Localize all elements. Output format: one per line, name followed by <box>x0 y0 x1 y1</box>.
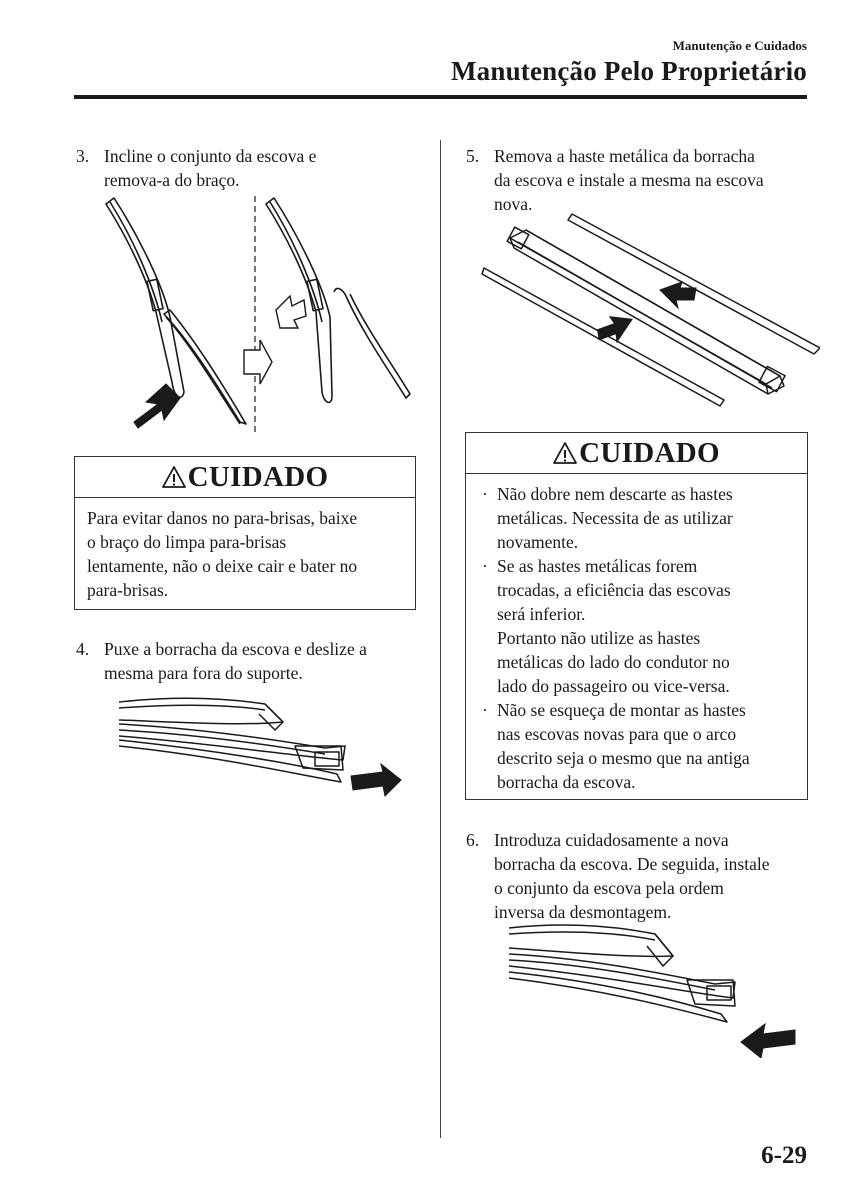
caution-title: CUIDADO <box>187 460 329 493</box>
step-number: 3. <box>76 146 90 166</box>
wiper-tilt-illustration <box>100 192 420 437</box>
rubber-pull-illustration <box>115 690 415 805</box>
caution-box-left <box>74 456 416 610</box>
caution-title: CUIDADO <box>579 436 720 469</box>
caution-bullet-3: · Não se esqueça de montar as hastes nas escovas novas para que o arco descrito seja o mesmo que na antiga borracha da escova. <box>482 700 750 792</box>
metal-strip-illustration <box>480 208 820 413</box>
warning-triangle-icon <box>162 465 186 489</box>
caution-header <box>75 457 415 498</box>
section-name: Manutenção e Cuidados <box>672 38 807 53</box>
caution-bullet-1: · Não dobre nem descarte as hastes metálicas. Necessita de as utilizar novamente. <box>482 484 733 552</box>
caution-text: Para evitar danos no para-brisas, baixe o braço do limpa para-brisas lentamente, não o deixe cair e bater no para-brisas. <box>87 508 358 600</box>
step-number: 4. <box>76 639 90 659</box>
column-divider <box>440 140 441 1138</box>
caution-bullet-2: · Se as hastes metálicas forem trocadas, a eficiência das escovas será inferior. Portanto não utilize as hastes metálicas do lado do condutor no lado do passageiro ou vice-versa. <box>482 556 731 696</box>
step-text: Remova a haste metálica da borracha da escova e instale a mesma na escova nova. <box>494 146 764 214</box>
caution-text <box>466 474 807 804</box>
step-number: 5. <box>466 146 480 166</box>
step-text: Introduza cuidadosamente a nova borracha da escova. De seguida, instale o conjunto da escova pela ordem inversa da desmontagem. <box>494 830 770 922</box>
caution-box-right <box>465 432 808 800</box>
page-number: 6-29 <box>761 1142 807 1169</box>
step-text: Incline o conjunto da escova e remova-a do braço. <box>104 146 317 190</box>
header-rule <box>74 95 807 99</box>
step-text: Puxe a borracha da escova e deslize a mesma para fora do suporte. <box>104 639 367 683</box>
step-number: 6. <box>466 830 480 850</box>
caution-header <box>466 433 807 474</box>
rubber-install-illustration <box>505 918 805 1058</box>
warning-triangle-icon <box>553 441 577 465</box>
page-title: Manutenção Pelo Proprietário <box>450 56 807 86</box>
